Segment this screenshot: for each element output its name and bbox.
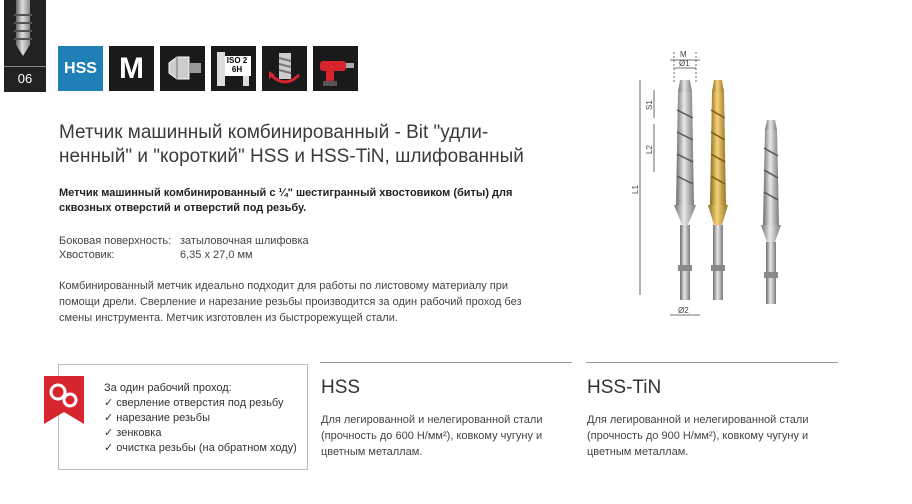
spec-value: 6,35 x 27,0 мм — [180, 249, 253, 261]
product-title-line2: ненный" и "короткий" HSS и HSS-TiN, шлифованный — [59, 146, 524, 167]
cordless-drill-icon — [313, 46, 358, 91]
iso-line1: ISO 2 — [226, 56, 248, 65]
gear-badge-icon — [44, 376, 84, 424]
product-subtitle — [59, 186, 579, 216]
hss-long-bit — [674, 80, 696, 300]
hss-text-line2: (прочность до 600 Н/мм²), ковкому чугуну и — [321, 430, 543, 442]
dim-m-label: M — [680, 50, 687, 59]
tap-thumbnail-icon — [16, 0, 30, 56]
reverse-rotation-icon — [262, 46, 307, 91]
iso-line2: 6H — [231, 65, 243, 74]
column-divider — [586, 362, 838, 363]
product-title — [59, 121, 579, 169]
hss-icon-label: HSS — [64, 59, 97, 77]
spec-value: затыловочная шлифовка — [180, 235, 309, 247]
chapter-number: 06 — [4, 66, 46, 86]
hss-short-bit — [752, 120, 792, 310]
dim-d2-label: Ø2 — [678, 306, 689, 315]
feature-title: За один рабочий проход: — [104, 382, 232, 394]
product-description — [59, 278, 579, 326]
chapter-tab — [4, 0, 46, 92]
description-line2: помощи дрели. Сверление и нарезание резьбы производится за один рабочий проход без — [59, 296, 522, 308]
spec-label: Хвостовик: — [59, 249, 115, 261]
list-item: ✓ зенковка — [104, 426, 297, 441]
dim-d1-label: Ø1 — [679, 59, 690, 68]
feature-list — [104, 396, 297, 456]
hss-text-line3: цветным металлам. — [321, 446, 423, 458]
hss-tin-text-line3: цветным металлам. — [587, 446, 689, 458]
list-item: ✓ нарезание резьбы — [104, 411, 297, 426]
description-line3: смены инструмента. Метчик изготовлен из быстрорежущей стали. — [59, 312, 398, 324]
description-line1: Комбинированный метчик идеально подходит для работы по листовому материалу при — [59, 280, 509, 292]
drill-bits-illustration — [630, 40, 740, 325]
hss-tin-text-line2: (прочность до 900 Н/мм²), ковкому чугуну и — [587, 430, 809, 442]
hss-column-text — [321, 412, 576, 460]
product-title-line1: Метчик машинный комбинированный - Bit "удли- — [59, 122, 489, 143]
hex-shank-icon — [160, 46, 205, 91]
hss-material-icon — [58, 46, 103, 91]
spec-label: Боковая поверхность: — [59, 235, 172, 247]
column-divider — [320, 362, 572, 363]
hss-tin-text-line1: Для легированной и нелегированной стали — [587, 414, 809, 426]
hss-text-line1: Для легированной и нелегированной стали — [321, 414, 543, 426]
list-item: ✓ очистка резьбы (на обратном ходу) — [104, 441, 297, 456]
hss-tin-column-text — [587, 412, 842, 460]
hss-column-title: HSS — [321, 377, 361, 398]
hss-tin-column-title: HSS-TiN — [587, 377, 662, 398]
metric-thread-icon — [109, 46, 154, 91]
metric-icon-label: M — [119, 51, 144, 85]
product-subtitle-line2: сквозных отверстий и отверстий под резьбу. — [59, 202, 307, 214]
dim-s1-label: S1 — [645, 100, 654, 110]
list-item: ✓ сверление отверстия под резьбу — [104, 396, 297, 411]
dim-l1-label: L1 — [631, 185, 640, 194]
iso-tolerance-icon — [211, 46, 256, 91]
dim-l2-label: L2 — [645, 145, 654, 154]
product-subtitle-line1: Метчик машинный комбинированный с ¼" шестигранный хвостовиком (биты) для — [59, 187, 513, 199]
hss-tin-bit — [708, 80, 728, 300]
